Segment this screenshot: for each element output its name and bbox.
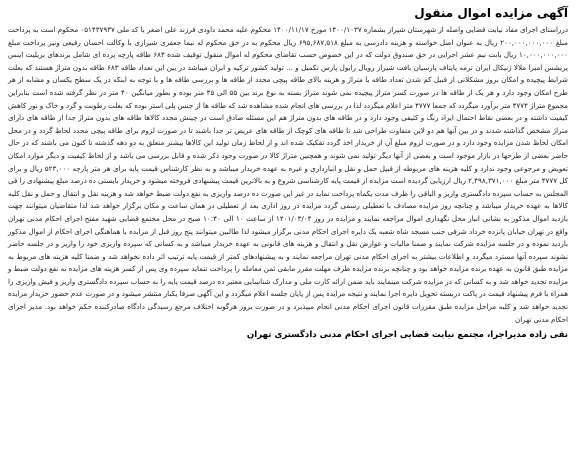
notice-body: درراستای اجرای مفاد نیابت قضایی واصله از شهرستان شیراز بشماره ۱۴۰۰/۱۰۳۷ مورخ ۱۴۰۰/۱۱/۱۷ محکوم علیه محمد داودی فرزند علی اصغر با کد ملی ۰۵۱۴۳۷۹۳۷ محکوم است به پرداخت مبلغ ۲۰۰,۰۰۰,۰۰۰,۰۰۰ ریال به عنوان اصل خواسته و هزینه دادرسی به مبلغ ۶۹۵,۶۸۷,۵۱۸ ریال محکوم به در حق محکوم له نیما جعفری شیرازی با وکالت احسان رفیعی ونیز پرداخت مبلغ ۱۰,۰۰۰,۰۰۰,۰۰۰ ریال بابت نیم عشر اجرایی در حق صندوق دولت که در این خصوص حسب تقاضای محکوم له اموال منقول توقیف شده ۶۸۴ طاقه پارچه پرده ای شامل برندهای بریلیت اینس پریشس امیرا ملالا ژنیکال ایران ترمه پایتاف پارسیان بافت شیراز رویال رایول پارس تکمیل و ... تولید کشور ترکیه و ایران میباشد در بین این تعداد طاقه ۶۸۳ طاقه بدون متراژ هستند که بعلت شرایط پیچیده و امکان بروز مشکلاتی از قبیل کم شدن تعداد طاقه یا متراژ و هزینه بالای طاقه پیچی مجدد از طاقه ها و بررسی طاقه ها و با توجه به اینکه در یک سطح یکسان و مشابه از هر طرح امکان وجود دارد و هر یک از طاقه ها در صورت کسر متراژ پیچیده نمی شوند متراژ بسته به نوع برند بین ۵۵ الی ۴۵ متر بوده و بطور میانگین ۴۰ متر در نظر گرفته شده است بنابراین مجموع متراژ ۴۷۷۴ متر برآورد میگردد که جمعا ۴۷۷۷ متر اعلام میگردد لذا در بررسی های انجام شده مشاهده شد که طاقه ها از جنس پلی استر بوده که بعلت رطوبت و گرد و خاک و نور کاهش کیفیت داشته و در بعضی نقاط احتمال ایراد رنگ و کثیفی وجود دارد و در طاقه های بدون متراژ هم این مسئله صادق است در چینش مجدد کالاها طاقه های بدون متراژ جدا از طاقه های دارای متراژ مشخص گذاشته شدند و در بین آنها هم دو لاین متفاوت طراحی شد تا طاقه های کوچک از طاقه های عریض تر جدا باشند تا در صورت لزوم برای طاقه پیچی مجدد لحاظ گردد و در محل امکان لحاظ شدن مزایده وجود دارد و در صورت لزوم مبلغ آن از خریدار اخذ گردد تفکیک شده اند و از لحاظ زمان تولید این کالاها بیشتر متعلق به دو دهه گذشته تا کنون می باشند که در حال حاضر بعضی از طرحها در بازار موجود است و بعضی از آنها دیگر تولید نمی شوند و همچنین متراژ کالا در صورت وجود ذکر شده و قابل بررسی می باشد و از لحاظ کیفیت و دیگر موارد امکان تعویض و مرجوعی وجود ندارد و کلیه هزینه های مربوطه از قبیل حمل و نقل و انبارداری و غیره به عهده خریدار میباشد و به نظر کارشناس قیمت پایه برای هر متر پارچه ۵۲۳,۰۰۰ ریال و برای کل ۴۷۷۷ متر مبلغ ۲,۴۹۸,۳۷۱,۰۰۰ ریال ارزیابی گردیده است مزایده از قیمت پایه کارشناسی شروع و به بالاترین قیمت پیشنهادی فروخته میشود و خریدار بایستی ده درصد مبلغ پیشنهادی را فی المجلس به حساب سپرده دادگستری واریز و الباقی را ظرف مدت یکماه پرداخت نماید در غیر این صورت ده درصد واریزی به نفع دولت ضبط خواهد شد و هزینه نقل و انتقال و حمل و نقل کلیه کالاها به عهده خریدار میباشد و چنانچه روز مزایده مصادف با تعطیلی رسمی گردد مزایده در روز اداری بعد از تعطیلی در همان ساعت و مکان برگزار خواهد شد لذا متقاضیان میتوانند جهت بازدید اموال مذکور به نشانی انبار محل نگهداری اموال مراجعه نمایند و مزایده در روز ۱۴۰۱/۰۳/۰۴ از ساعت ۱۰ الی ۱۰:۴۰ صبح در محل مجتمع قضایی شهید مفتح اجرای احکام مدنی تهران واقع در تهران خیابان پانزده خرداد شرقی جنب مسجد شاه شعبه یک دایره اجرای احکام مدنی برگزار میشود لذا طالبین میتوانند پنج روز قبل از مزایده با هماهنگی اجرای احکام از اموال مذکور بازدید نموده و در جلسه مزایده شرکت نمایند و ضمنا مالیات و عوارض نقل و انتقال و هزینه های قانونی به عهده خریدار میباشد و به کسانی که سپرده واریزی خود را واریز و در جلسه حاضر نشوند سپرده آنها مسترد میگردد و اطلاعات بیشتر به اجرای احکام مدنی تهران مراجعه نمایند و به پیشنهادهای کمتر از قیمت پایه ترتیب اثر داده نخواهد شد و ضمنا کلیه هزینه های مربوط به مزایده طبق قانون به عهده برنده مزایده خواهد بود و چنانچه برنده مزایده ظرف مهلت مقرر مابقی ثمن معامله را پرداخت ننماید سپرده وی پس از کسر هزینه های مزایده به نفع دولت ضبط و مزایده تجدید خواهد شد و به کسانی که در مزایده شرکت مینمایند باید ضمن ارائه کارت ملی و مدارک شناسایی معتبر ده درصد قیمت پایه را به حساب سپرده دادگستری واریز و فیش واریزی را همراه با فرم پیشنهاد قیمت در پاکت دربسته تحویل دایره اجرا نمایند و نتیجه مزایده پس از پایان جلسه اعلام میگردد و این آگهی صرفا یکبار منتشر میشود و در صورت عدم حضور خریدار مزایده تجدید خواهد شد و کلیه مراحل مزایده طبق مقررات قانون اجرای احکام مدنی انجام میپذیرد و در صورت بروز هرگونه اختلاف مرجع رسیدگی دادگاه صادرکننده حکم خواهد بود. مدیر اجرای احکام مدنی تهران: [8, 25, 569, 324]
notice-title: آگهی مزایده اموال منقول: [414, 6, 568, 20]
notice-signature: نقی زاده مدیراجرا، مجتمع نیابت قضایی اجرای احکام مدنی دادگستری تهران: [246, 330, 568, 341]
